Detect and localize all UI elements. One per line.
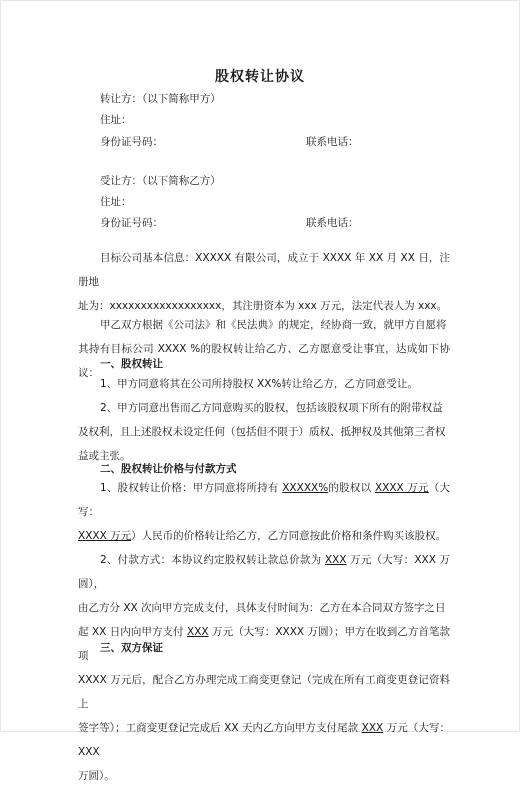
section2-item2-text2: 万元（大写：XXX 万圆）， [78, 554, 450, 590]
section2-item2-line4: XXXX 万元后，配合乙方办理完成工商变更登记（完成在所有工商变更登记资料上 [78, 674, 450, 710]
document-title: 股权转让协议 [215, 69, 305, 85]
transferee-id-number: 身份证号码： [100, 217, 163, 229]
section2-item2-text: 2、付款方式：本协议约定股权转让款总价款为 [100, 554, 325, 566]
section2-heading: 二、股权转让价格与付款方式 [100, 463, 237, 475]
section2-item2-line5 [78, 716, 450, 764]
transferor-address: 住址： [100, 114, 132, 126]
section1-item2-line3: 益或主张。 [78, 450, 131, 462]
preamble-line1: 甲乙双方根据《公司法》和《民法典》的规定，经协商一致，就甲方自愿将 [100, 319, 447, 331]
company-info-line2: 址为：xxxxxxxxxxxxxxxxxx，其注册资本为 xxx 万元，法定代表人为 xxx。 [78, 300, 448, 312]
section2-item1 [78, 476, 450, 524]
section2-item1-text3: （大写： [78, 482, 450, 518]
section2-item1-text: 1、股权转让价格：甲方同意将所持有 [100, 482, 283, 494]
section2-body [78, 476, 450, 788]
section2-item2-line6: 万圆）。 [78, 770, 115, 782]
section2-item1-cont [78, 524, 450, 548]
transferor-party: 转让方：（以下简称甲方） [100, 93, 221, 105]
section1-body [78, 372, 450, 468]
section2-item2-text3: 起 XX 日内向甲方支付 [78, 626, 188, 638]
price-underlined: XXXX 万元 [374, 482, 429, 494]
section2-item2-text6: 万元（大写：XXX [78, 722, 450, 758]
section2-item1-text2: 的股权以 [328, 482, 375, 494]
section2-item2-text5: 签字等）；工商变更登记完成后 XX 天内乙方向甲方支付尾款 [78, 722, 362, 734]
total-price-underlined: XXX [324, 554, 347, 566]
company-info-paragraph [78, 246, 450, 318]
transferor-phone: 联系电话： [306, 136, 359, 148]
section2-item2-line2: 由乙方分 XX 次向甲方完成支付，具体支付时间为：乙方在本合同双方签字之日 [78, 602, 446, 614]
transferee-phone: 联系电话： [306, 217, 359, 229]
transferee-address: 住址： [100, 196, 132, 208]
section1-item1: 1、甲方同意将其在公司所持股权 XX%转让给乙方，乙方同意受让。 [100, 378, 418, 390]
share-percent-underlined: XXXXX% [282, 482, 329, 494]
transferor-id-number: 身份证号码： [100, 136, 163, 148]
preamble-line2: 其持有目标公司 XXXX %的股权转让给乙方、乙方愿意受让事宜，达成如下协议： [78, 343, 450, 379]
price-caps-underlined: XXXX 万元 [78, 530, 132, 542]
company-info-line1: 目标公司基本信息：XXXXX 有限公司，成立于 XXXX 年 XX 月 XX 日，注册地 [78, 252, 450, 288]
section2-item2-text4: 万元（大写：XXXX 万圆）；甲方在收到乙方首笔款项 [78, 626, 451, 662]
section2-item1-text4: ）人民币的价格转让给乙方，乙方同意按此价格和条件购买该股权。 [131, 530, 447, 542]
section1-item2-line1: 2、甲方同意出售而乙方同意购买的股权，包括该股权项下所有的附带权益 [100, 402, 443, 414]
final-payment-underlined: XXX [361, 722, 384, 734]
first-payment-underlined: XXX [187, 626, 209, 638]
section2-item2 [78, 548, 450, 596]
section3-heading: 三、双方保证 [100, 642, 163, 654]
section1-heading: 一、股权转让 [100, 358, 163, 370]
section1-item2-line2: 及权利，且上述股权未设定任何（包括但不限于）质权、抵押权及其他第三者权 [78, 426, 446, 438]
transferee-party: 受让方：（以下简称乙方） [100, 175, 221, 187]
